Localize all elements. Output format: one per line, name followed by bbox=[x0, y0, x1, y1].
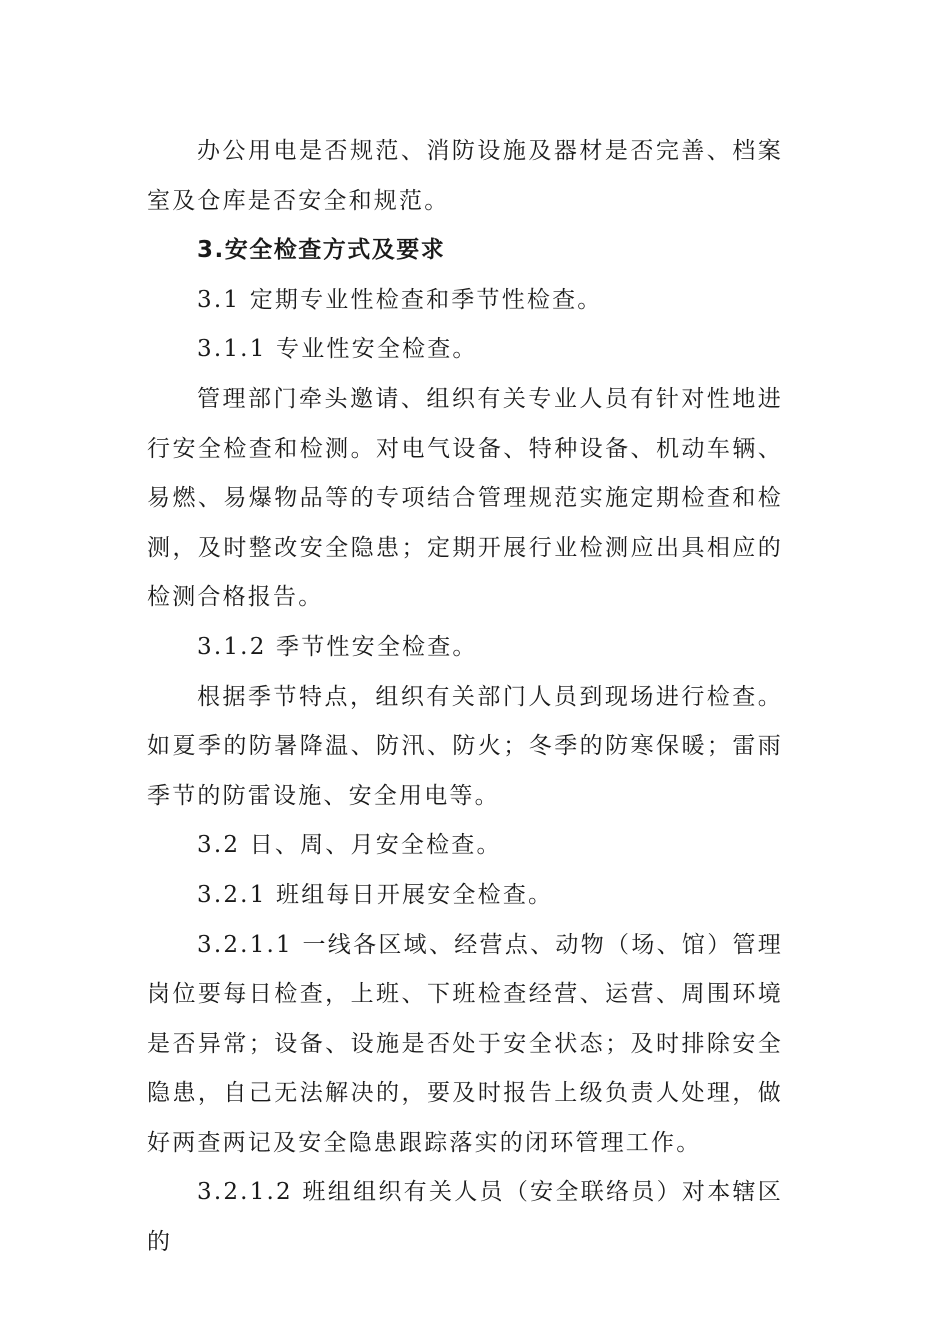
subsection-3-2-title: 3.2 日、周、月安全检查。 bbox=[197, 832, 502, 859]
section-heading-inspection-methods: 3.安全检查方式及要求 bbox=[197, 237, 446, 264]
paragraph-office-electricity: 办公用电是否规范、消防设施及器材是否完善、档案室及仓库是否安全和规范。 bbox=[147, 138, 783, 214]
paragraph-3-2-1-1-daily-check: 3.2.1.1 一线各区域、经营点、动物（场、馆）管理岗位要每日检查，上班、下班检查经营、运营、周围环境是否异常；设备、设施是否处于安全状态；及时排除安全隐患，自己无法解决的，要及时报告上级负责人处理，做好两查两记及安全隐患跟踪落实的闭环管理工作。 bbox=[147, 931, 783, 1156]
subsection-3-1-2-title: 3.1.2 季节性安全检查。 bbox=[197, 633, 478, 660]
paragraph-professional-inspection: 管理部门牵头邀请、组织有关专业人员有针对性地进行安全检查和检测。对电气设备、特种设备、机动车辆、易燃、易爆物品等的专项结合管理规范实施定期检查和检测，及时整改安全隐患；定期开展行业检测应出具相应的检测合格报告。 bbox=[147, 385, 783, 611]
paragraph-3-2-1-2-team-check: 3.2.1.2 班组组织有关人员（安全联络员）对本辖区的 bbox=[147, 1179, 783, 1256]
subsection-3-2-1-title: 3.2.1 班组每日开展安全检查。 bbox=[197, 881, 554, 908]
paragraph-seasonal-inspection: 根据季节特点，组织有关部门人员到现场进行检查。如夏季的防暑降温、防汛、防火；冬季的防寒保暖；雷雨季节的防雷设施、安全用电等。 bbox=[147, 683, 783, 809]
subsection-3-1-title: 3.1 定期专业性检查和季节性检查。 bbox=[197, 286, 603, 313]
subsection-3-1-1-title: 3.1.1 专业性安全检查。 bbox=[197, 336, 478, 363]
document-body bbox=[147, 127, 783, 1268]
